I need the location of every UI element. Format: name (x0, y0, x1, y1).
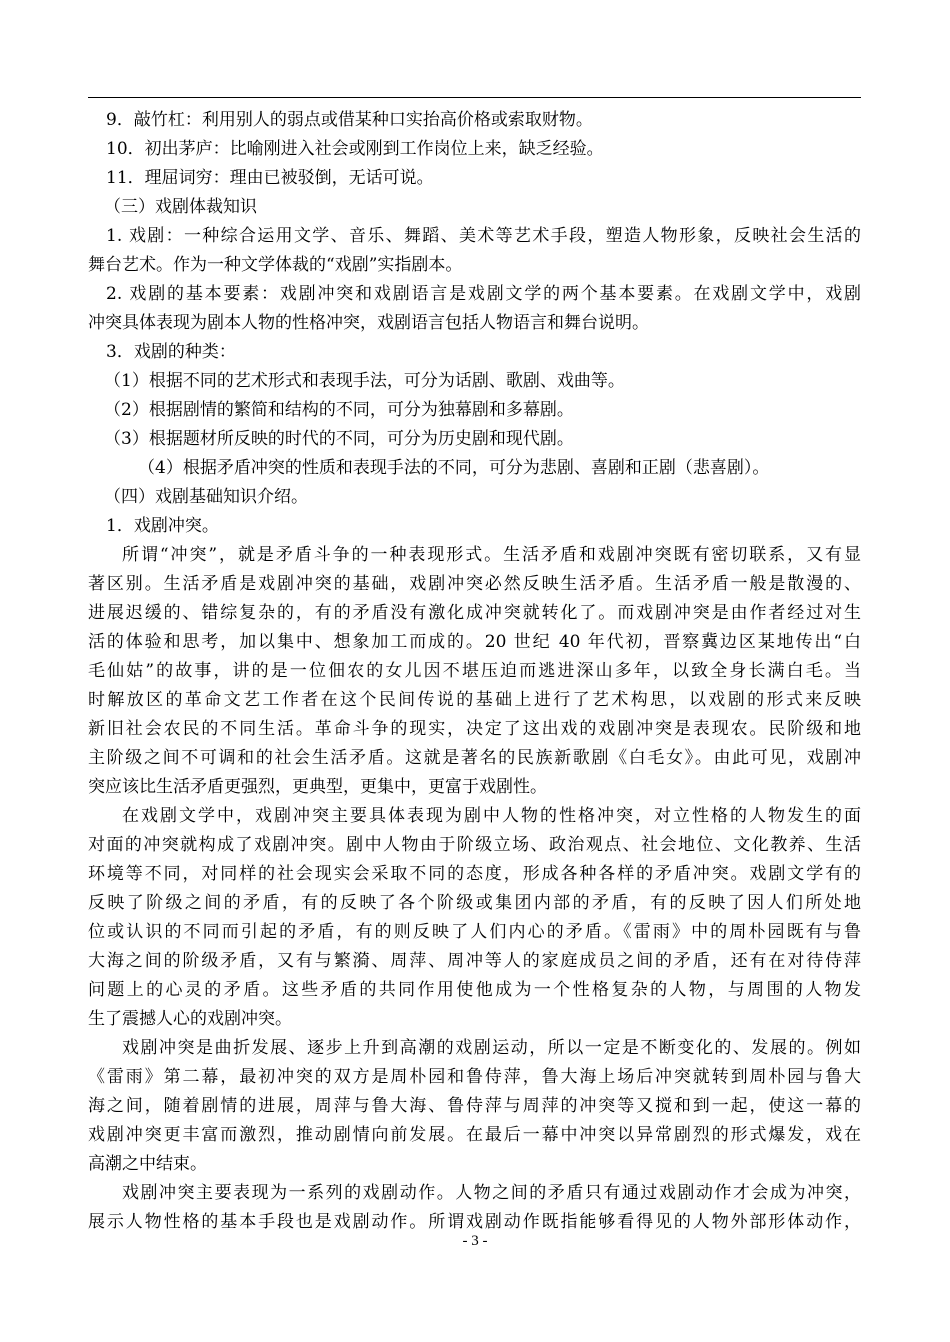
paragraph-line: 新旧社会农民的不同生活。革命斗争的现实，决定了这出戏的戏剧冲突是表现农。民阶级和地 (88, 719, 861, 739)
paragraph-line: 问题上的心灵的矛盾。这些矛盾的共同作用使他成为一个性格复杂的人物，与周围的人物发 (88, 980, 861, 1000)
list-item: （4）根据矛盾冲突的性质和表现手法的不同，可分为悲剧、喜剧和正剧（悲喜剧）。 (138, 458, 770, 478)
subheading-drama-types: 3．戏剧的种类： (106, 342, 236, 362)
paragraph-line: 时解放区的革命文艺工作者在这个民间传说的基础上进行了艺术构思，以戏剧的形式来反映 (88, 690, 861, 710)
list-item-9: 9．敲竹杠：利用别人的弱点或借某种口实抬高价格或索取财物。 (106, 110, 593, 130)
paragraph-line: 活的体验和思考，加以集中、想象加工而成的。20 世纪 40 年代初，晋察冀边区某地传出“白 (88, 632, 861, 652)
subheading-drama-conflict: 1．戏剧冲突。 (106, 516, 219, 536)
paragraph-line: 《雷雨》第二幕，最初冲突的双方是周朴园和鲁侍萍，鲁大海上场后冲突就转到周朴园与鲁大 (88, 1067, 861, 1087)
paragraph-line: 著区别。生活矛盾是戏剧冲突的基础，戏剧冲突必然反映生活矛盾。生活矛盾一般是散漫的、 (88, 574, 861, 594)
paragraph-line: 反映了阶级之间的矛盾，有的反映了各个阶级或集团内部的矛盾，有的反映了因人们所处地 (88, 893, 861, 913)
paragraph-line: 主阶级之间不可调和的社会生活矛盾。这就是著名的民族新歌剧《白毛女》。由此可见，戏剧冲 (88, 748, 861, 768)
paragraph-line: 环境等不同，对同样的社会现实会采取不同的态度，形成各种各样的矛盾冲突。戏剧文学有的 (88, 864, 861, 884)
list-item: （2）根据剧情的繁简和结构的不同，可分为独幕剧和多幕剧。 (104, 400, 574, 420)
section-heading-3: （三）戏剧体裁知识 (104, 197, 257, 217)
paragraph-line: 戏剧冲突主要表现为一系列的戏剧动作。人物之间的矛盾只有通过戏剧动作才会成为冲突， (122, 1183, 861, 1203)
paragraph-line: 2. 戏剧的基本要素：戏剧冲突和戏剧语言是戏剧文学的两个基本要素。在戏剧文学中，戏剧 (106, 284, 861, 304)
paragraph-line: 舞台艺术。作为一种文学体裁的“戏剧”实指剧本。 (88, 255, 463, 275)
paragraph-line: 大海之间的阶级矛盾，又有与繁漪、周萍、周冲等人的家庭成员之间的矛盾，还有在对待侍萍 (88, 951, 861, 971)
paragraph-line: 对面的冲突就构成了戏剧冲突。剧中人物由于阶级立场、政治观点、社会地位、文化教养、生活 (88, 835, 861, 855)
paragraph-line: 1. 戏剧：一种综合运用文学、音乐、舞蹈、美术等艺术手段，塑造人物形象，反映社会生活的 (106, 226, 861, 246)
paragraph-line: 戏剧冲突更丰富而激烈，推动剧情向前发展。在最后一幕中冲突以异常剧烈的形式爆发，戏在 (88, 1125, 861, 1145)
list-item: （1）根据不同的艺术形式和表现手法，可分为话剧、歌剧、戏曲等。 (104, 371, 625, 391)
list-item: （3）根据题材所反映的时代的不同，可分为历史剧和现代剧。 (104, 429, 574, 449)
section-heading-4: （四）戏剧基础知识介绍。 (104, 487, 308, 507)
paragraph-line: 毛仙姑”的故事，讲的是一位佃农的女儿因不堪压迫而逃进深山多年，以致全身长满白毛。当 (88, 661, 861, 681)
list-item-11: 11．理屈词穷：理由已被驳倒，无话可说。 (106, 168, 434, 188)
paragraph-line: 冲突具体表现为剧本人物的性格冲突，戏剧语言包括人物语言和舞台说明。 (88, 313, 649, 333)
paragraph-line: 戏剧冲突是曲折发展、逐步上升到高潮的戏剧运动，所以一定是不断变化的、发展的。例如 (122, 1038, 861, 1058)
paragraph-line: 生了震撼人心的戏剧冲突。 (88, 1009, 292, 1029)
paragraph-line: 进展迟缓的、错综复杂的，有的矛盾没有激化成冲突就转化了。而戏剧冲突是由作者经过对生 (88, 603, 861, 623)
list-item-10: 10．初出茅庐：比喻刚进入社会或刚到工作岗位上来，缺乏经验。 (106, 139, 604, 159)
paragraph-line: 突应该比生活矛盾更强烈，更典型，更集中，更富于戏剧性。 (88, 777, 547, 797)
paragraph-line: 所谓“冲突”，就是矛盾斗争的一种表现形式。生活矛盾和戏剧冲突既有密切联系，又有显 (122, 545, 861, 565)
paragraph-line: 位或认识的不同而引起的矛盾，有的则反映了人们内心的矛盾。《雷雨》中的周朴园既有与鲁 (88, 922, 861, 942)
header-rule (88, 97, 861, 98)
paragraph-line: 在戏剧文学中，戏剧冲突主要具体表现为剧中人物的性格冲突，对立性格的人物发生的面 (122, 806, 861, 826)
document-body (88, 106, 861, 1237)
paragraph-line: 海之间，随着剧情的进展，周萍与鲁大海、鲁侍萍与周萍的冲突等又搅和到一起，使这一幕的 (88, 1096, 861, 1116)
page-number: - 3 - (462, 1233, 488, 1249)
paragraph-line: 展示人物性格的基本手段也是戏剧动作。所谓戏剧动作既指能够看得见的人物外部形体动作， (88, 1212, 861, 1232)
paragraph-line: 高潮之中结束。 (88, 1154, 207, 1174)
